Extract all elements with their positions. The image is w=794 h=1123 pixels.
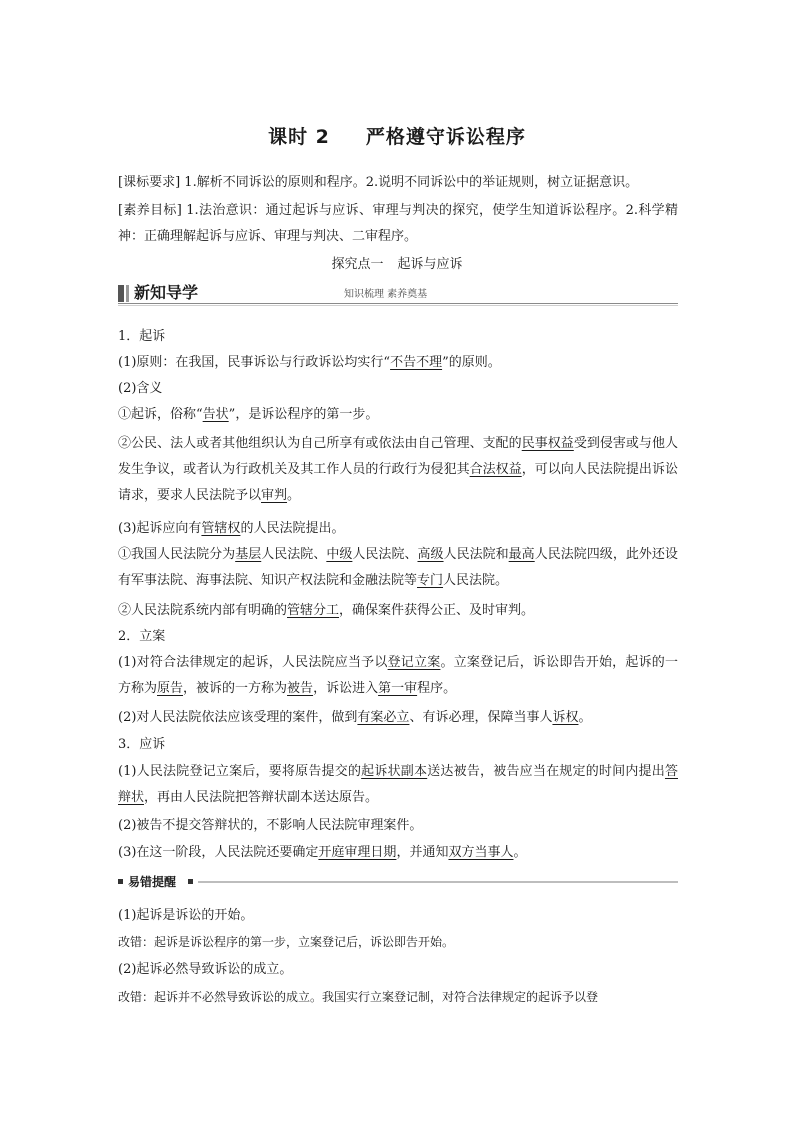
- para-principle: (1)原则：在我国，民事诉讼与行政诉讼均实行“不告不理”的原则。: [118, 355, 501, 370]
- lesson-title: [0, 122, 794, 149]
- blank-answer: 双方当事人: [448, 845, 514, 860]
- para-division: ②人民法院系统内部有明确的管辖分工，确保案件获得公正、及时审判。: [118, 603, 535, 618]
- banner-accent: [126, 285, 129, 302]
- heading-response: 3．应诉: [118, 737, 166, 752]
- banner-rule-light: [118, 305, 678, 306]
- inquiry-number: 探究点一: [331, 257, 384, 272]
- blank-answer: 登记立案: [387, 655, 441, 670]
- literacy-text: 1.法治意识：通过起诉与应诉、审理与判决的探究，使学生知道诉讼程序。2.科学精神：正确理解起诉与应诉、审理与判决、二审程序。: [118, 203, 678, 244]
- correction-2: 改错：起诉并不必然导致诉讼的成立。我国实行立案登记制，对符合法律规定的起诉予以登: [118, 990, 599, 1004]
- blank-answer: 专门: [417, 573, 444, 588]
- blank-answer: 第一审: [378, 681, 418, 696]
- para-no-defense: (2)被告不提交答辩状的，不影响人民法院审理案件。: [118, 818, 423, 833]
- para-meaning-1: ①起诉，俗称“告状”，是诉讼程序的第一步。: [118, 407, 379, 422]
- error-tip-heading: 易错提醒: [128, 875, 177, 889]
- curriculum-standards: [118, 170, 678, 196]
- para-court-levels: ①我国人民法院分为基层人民法院、中级人民法院、高级人民法院和最高人民法院四级，此外还设有军事法院、海事法院、知识产权法院和金融法院等专门人民法院。: [118, 547, 678, 588]
- literacy-goals: [118, 198, 678, 250]
- blank-answer: 答辩状: [118, 764, 678, 805]
- lesson-name: 严格遵守诉讼程序: [365, 126, 526, 148]
- blank-answer: 开庭审理日期: [318, 845, 397, 860]
- tip-rule: [198, 881, 678, 883]
- blank-answer: 最高: [508, 547, 535, 562]
- para-meaning-2: ②公民、法人或者其他组织认为自己所享有或依法由自己管理、支配的民事权益受到侵害或与他人发生争议，或者认为行政机关及其工作人员的行政行为侵犯其合法权益，可以向人民法院提出诉讼请求，要求人民法院予以审判。: [118, 436, 678, 503]
- error-tip-header: [118, 874, 678, 890]
- blank-answer: 审判: [261, 488, 288, 503]
- para-hearing-date: (3)在这一阶段，人民法院还要确定开庭审理日期，并通知双方当事人。: [118, 845, 527, 860]
- para-accept-cases: (2)对人民法院依法应该受理的案件，做到有案必立、有诉必理，保障当事人诉权。: [118, 710, 592, 725]
- blank-answer: 有案必立: [357, 710, 410, 725]
- banner-bar-icon: [118, 285, 124, 302]
- blank-answer: 管辖分工: [287, 603, 340, 618]
- blank-answer: 管辖权: [201, 521, 241, 536]
- para-serve-complaint: (1)人民法院登记立案后，要将原告提交的起诉状副本送达被告，被告应当在规定的时间内提出答辩状，再由人民法院把答辩状副本送达原告。: [118, 764, 678, 805]
- standards-text: 1.解析不同诉讼的原则和程序。2.说明不同诉讼中的举证规则，树立证据意识。: [184, 175, 639, 190]
- error-statement-1: (1)起诉是诉讼的开始。: [118, 908, 254, 923]
- heading-filing: 2．立案: [118, 629, 166, 644]
- blank-answer: 原告: [157, 681, 184, 696]
- blank-answer: 高级: [417, 547, 444, 562]
- error-statement-2: (2)起诉必然导致诉讼的成立。: [118, 962, 293, 977]
- lesson-number: 课时 2: [268, 126, 330, 148]
- banner-heading: 新知导学: [134, 283, 199, 302]
- square-bullet-icon: [188, 879, 193, 884]
- correction-1: 改错：起诉是诉讼程序的第一步，立案登记后，诉讼即告开始。: [118, 935, 455, 949]
- blank-answer: 告状: [202, 407, 229, 422]
- blank-answer: 民事权益: [521, 436, 574, 451]
- section-banner: [118, 283, 678, 305]
- para-meaning-heading: (2)含义: [118, 381, 163, 396]
- para-jurisdiction: (3)起诉应向有管辖权的人民法院提出。: [118, 521, 345, 536]
- blank-answer: 被告: [287, 681, 314, 696]
- blank-answer: 中级: [326, 547, 353, 562]
- standards-label: [课标要求]: [118, 175, 181, 190]
- literacy-label: [素养目标]: [118, 203, 182, 218]
- inquiry-topic: 起诉与应诉: [397, 257, 463, 272]
- blank-answer: 合法权益: [469, 462, 522, 477]
- blank-answer: 不告不理: [390, 355, 443, 370]
- banner-subtitle: 知识梳理 素养奠基: [344, 289, 428, 300]
- blank-answer: 诉权: [552, 710, 579, 725]
- banner-rule: [118, 303, 678, 304]
- square-bullet-icon: [118, 879, 123, 884]
- para-registration: (1)对符合法律规定的起诉，人民法院应当予以登记立案。立案登记后，诉讼即告开始，起诉的一方称为原告，被诉的一方称为被告，诉讼进入第一审程序。: [118, 655, 678, 696]
- blank-answer: 基层: [235, 547, 262, 562]
- heading-prosecution: 1．起诉: [118, 329, 166, 344]
- inquiry-point-heading: [0, 252, 794, 278]
- blank-answer: 起诉状副本: [361, 764, 428, 779]
